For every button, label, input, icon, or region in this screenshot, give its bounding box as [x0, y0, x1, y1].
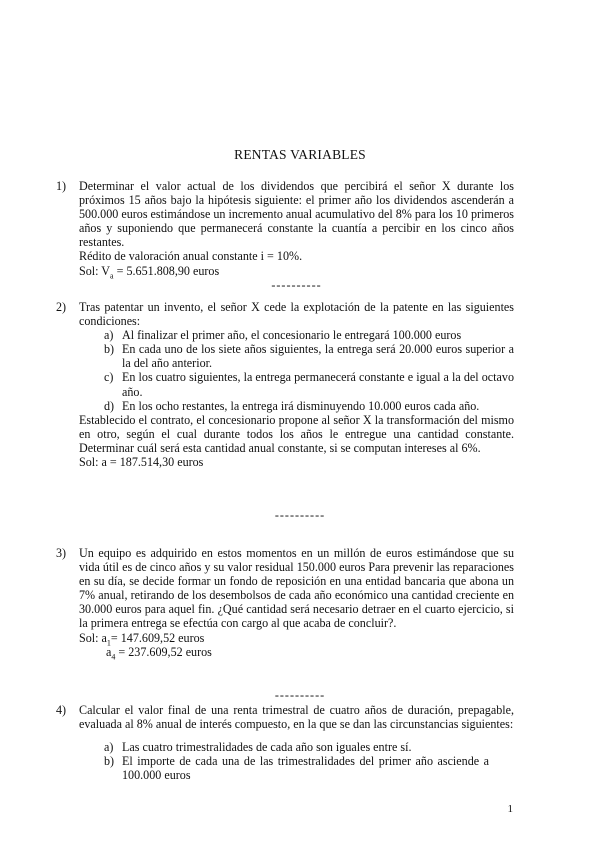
- list-item: b) En cada uno de los siete años siguientes, la entrega será 20.000 euros superior a la del año anterior.: [104, 342, 514, 371]
- problem-4-text: Calcular el valor final de una renta trimestral de cuatro años de duración, prepagable, evaluada al 8% anual de interés compuesto, en la que se dan las circunstancias siguientes:: [79, 703, 514, 732]
- list-item: d) En los ocho restantes, la entrega irá disminuyendo 10.000 euros cada año.: [104, 398, 480, 413]
- problem-1-solution: Sol: $V_a = 5.651.808,90$ euros: [79, 263, 220, 280]
- list-item: c) En los cuatro siguientes, la entrega permanecerá constante e igual a la del octavo año.: [104, 370, 514, 399]
- problem-number-4: 4): [56, 703, 67, 717]
- separator-1: ----------: [271, 277, 322, 292]
- problem-4-conditions: [79, 740, 489, 782]
- page-number: 1: [507, 803, 513, 815]
- problem-3-text: Un equipo es adquirido en estos momentos en un millón de euros estimándose que su vida útil es de cinco años y su valor residual 150.000 euros Para prevenir las reparaciones en su día, se decide formar un fondo de reposición en una entidad bancaria que abona un 7% anual, retirando de los desembolsos de cada año económico una cantidad creciente en 30.000 euros para aquel fin. ¿Qué cantidad será necesario detraer en el cuarto ejercicio, si la primera entrega se efectúa con cargo al que acaba de concluir?.: [79, 546, 514, 631]
- separator-3: ----------: [274, 688, 326, 702]
- problem-1-text: Determinar el valor actual de los dividendos que percibirá el señor X durante los próximos 15 años bajo la hipótesis siguiente: el primer año los dividendos ascenderán a 500.000 euros estimándose un incremento anual acumulativo del 8% para los 10 primeros años y suponiendo que permanecerá constante la cuantía a percibir en los cinco años restantes.: [79, 179, 514, 250]
- list-item: b) El importe de cada una de las trimestralidades del primer año asciende a 100.000 euros: [104, 754, 489, 783]
- separator-2: ----------: [274, 508, 326, 522]
- problem-number-2: 2): [56, 300, 67, 314]
- problem-2-intro: Tras patentar un invento, el señor X cede la explotación de la patente en las siguientes condiciones:: [79, 300, 514, 329]
- problem-2-text: Establecido el contrato, el concesionario propone al señor X la transformación del mismo en otro, según el cual durante todos los años le entregue una cantidad constante. Determinar cuál será esta cantidad anual constante, si se computan intereses al 6%.: [79, 412, 514, 455]
- list-item: a) Al finalizar el primer año, el concesionario le entregará 100.000 euros: [104, 328, 462, 343]
- problem-number-1: 1): [56, 179, 67, 193]
- problem-2-solution: Sol: a = 187.514,30 euros: [79, 455, 204, 470]
- problem-3-solution-1: Sol: $a_1= 147.609,52$ euros: [79, 630, 205, 647]
- problem-4: [79, 703, 514, 782]
- problem-1: [79, 179, 514, 292]
- problem-number-3: 3): [56, 546, 67, 560]
- list-item: a) Las cuatro trimestralidades de cada año son iguales entre sí.: [104, 740, 412, 755]
- problem-2-conditions: [79, 328, 514, 413]
- page-title: RENTAS VARIABLES: [234, 147, 366, 162]
- problem-1-rate: Rédito de valoración anual constante i = 10%.: [79, 249, 303, 264]
- problem-2: [79, 300, 514, 469]
- problem-3: [79, 546, 514, 662]
- problem-3-solution-2: $a_4 = 237.609,52$ euros: [106, 644, 212, 662]
